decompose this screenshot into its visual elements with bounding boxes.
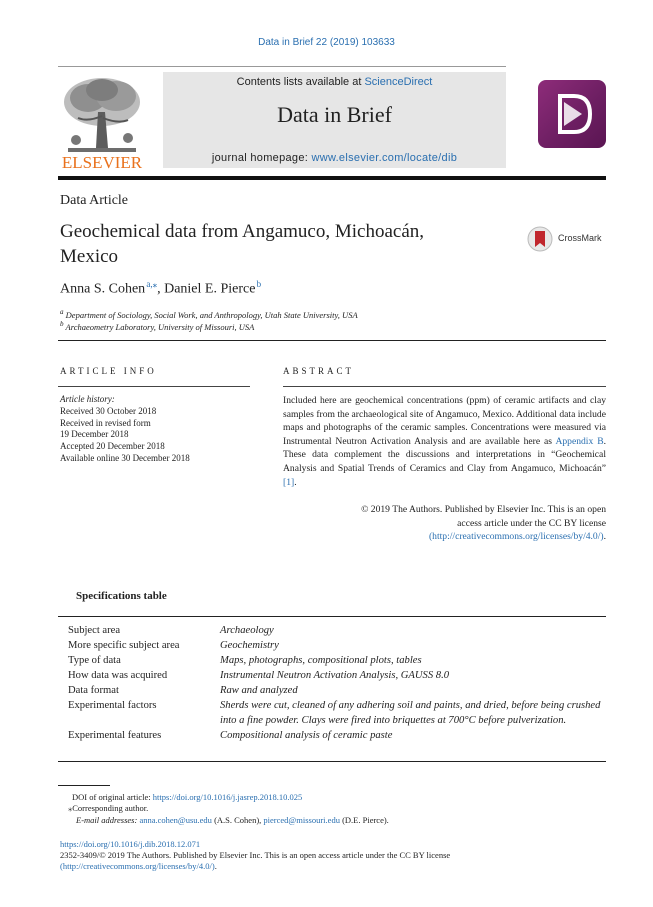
appendix-link[interactable]: Appendix B — [555, 435, 604, 447]
table-row — [68, 698, 608, 728]
abstract-rule — [283, 386, 606, 387]
history-line: Available online 30 December 2018 — [60, 452, 190, 463]
article-info-heading: ARTICLE INFO — [60, 366, 157, 376]
history-line: Accepted 20 December 2018 — [60, 441, 165, 452]
author-affiliation-marker[interactable]: a,⁎ — [146, 279, 158, 289]
author-list — [60, 279, 261, 298]
issn-line: 2352-3409/© 2019 The Authors. Published by Elsevier Inc. This is an open access article under the CC BY license — [60, 850, 451, 860]
specifications-heading: Specifications table — [76, 590, 167, 602]
table-row — [68, 683, 608, 698]
affiliation-marker: b — [60, 320, 64, 328]
spec-value: Archaeology — [220, 625, 274, 636]
header-top-rule — [58, 66, 506, 67]
contents-line — [163, 76, 506, 88]
homepage-link[interactable]: www.elsevier.com/locate/dib — [311, 152, 458, 164]
elsevier-logo — [58, 72, 146, 172]
spec-value: Geochemistry — [220, 640, 279, 651]
spec-value: Compositional analysis of ceramic paste — [220, 730, 393, 741]
elsevier-tree-icon — [58, 72, 146, 172]
publisher-wordmark: ELSEVIER — [61, 153, 143, 172]
table-row — [68, 668, 608, 683]
abstract-part: Included here are geochemical concentrations (ppm) of ceramic artifacts and clay samples from the archaeological site of Angamuco, Mexico. Additional data include maps and photographs of the ceramic samples. Concentrations were measured via Instrumental Neutron Activation Analysis and are available here as — [283, 395, 606, 447]
reference-link[interactable]: [1] — [283, 476, 295, 488]
license-link[interactable]: (http://creativecommons.org/licenses/by/4.0/) — [428, 531, 604, 543]
affiliation-b — [60, 320, 254, 332]
contents-prefix: Contents lists available at — [236, 76, 365, 88]
header-thick-rule — [58, 176, 606, 180]
affiliation-text: Department of Sociology, Social Work, and Anthropology, Utah State University, USA — [65, 309, 358, 320]
author-name: Anna S. Cohen — [60, 281, 146, 297]
spec-value: Instrumental Neutron Activation Analysis, GAUSS 8.0 — [220, 670, 450, 681]
journal-title: Data in Brief — [277, 102, 392, 127]
article-title: Geochemical data from Angamuco, Michoacán, Mexico — [60, 221, 425, 267]
history-label: Article history: — [60, 394, 115, 404]
journal-reference[interactable]: Data in Brief 22 (2019) 103633 — [258, 37, 395, 48]
author-separator: , — [157, 281, 165, 297]
table-top-rule — [58, 616, 606, 617]
spec-label: Experimental factors — [68, 700, 157, 711]
copyright-notice — [283, 503, 606, 544]
spec-label: Subject area — [68, 625, 121, 636]
article-doi-link[interactable]: https://doi.org/10.1016/j.dib.2018.12.071 — [60, 839, 201, 849]
spec-label: Type of data — [68, 655, 121, 666]
homepage-line — [163, 152, 506, 164]
author-affiliation-marker[interactable]: b — [256, 279, 262, 289]
license-line — [60, 861, 217, 871]
spec-value: Raw and analyzed — [220, 685, 298, 696]
homepage-prefix: journal homepage: — [211, 152, 312, 164]
author-name: Daniel E. Pierce — [164, 281, 256, 297]
data-in-brief-logo-icon — [538, 80, 606, 148]
abstract-part: . — [294, 476, 297, 488]
doi-prefix: DOI of original article: — [72, 792, 153, 802]
bottom-license-link[interactable]: (http://creativecommons.org/licenses/by/4.0/) — [60, 861, 215, 871]
article-info-rule — [58, 386, 250, 387]
table-row — [68, 653, 608, 668]
spec-label: Experimental features — [68, 730, 162, 741]
affiliation-text: Archaeometry Laboratory, University of Missouri, USA — [65, 321, 255, 332]
email-label: E-mail addresses: — [76, 815, 140, 825]
email-owner: (D.E. Pierce). — [339, 815, 389, 825]
table-row — [68, 728, 608, 743]
article-type: Data Article — [60, 193, 129, 208]
spec-value: Sherds were cut, cleaned of any adhering soil and paints, and dried, before being crushed into a fine powder. Clays were fired into briquettes at 700°C before pulverization. — [220, 700, 601, 726]
copyright-end: . — [603, 531, 606, 543]
journal-cover-icon — [538, 80, 606, 148]
spec-label: More specific subject area — [68, 640, 180, 651]
abstract-part: . These data complement the discussions and interpretations in “Geochemical Analysis and Spatial Trends of Ceramics and Clay from Angamuco, Michoacán” — [283, 435, 607, 474]
article-history — [60, 394, 190, 465]
email-owner: (A.S. Cohen), — [211, 815, 264, 825]
history-line: 19 December 2018 — [60, 429, 129, 440]
original-article-doi — [72, 792, 302, 802]
footnote-rule — [58, 785, 110, 786]
license-end: . — [214, 861, 217, 871]
copyright-line: access article under the CC BY license — [457, 517, 606, 529]
crossmark-label[interactable]: CrossMark — [558, 233, 602, 243]
history-line: Received in revised form — [60, 417, 151, 428]
original-doi-link[interactable]: https://doi.org/10.1016/j.jasrep.2018.10.025 — [152, 792, 303, 802]
affiliation-a — [60, 308, 358, 320]
crossmark-icon — [527, 226, 555, 252]
table-row — [68, 623, 608, 638]
corresponding-author-note: ⁎Corresponding author. — [68, 803, 149, 813]
email-link-cohen[interactable]: anna.cohen@usu.edu — [139, 815, 212, 825]
abstract-heading: ABSTRACT — [283, 366, 355, 376]
abstract-text — [283, 394, 606, 489]
email-link-pierce[interactable]: pierced@missouri.edu — [263, 815, 340, 825]
table-bottom-rule — [58, 761, 606, 762]
spec-value: Maps, photographs, compositional plots, tables — [220, 655, 422, 666]
sciencedirect-link[interactable]: ScienceDirect — [364, 76, 433, 88]
section-rule — [58, 340, 606, 341]
specifications-table — [68, 623, 608, 743]
affiliation-marker: a — [60, 308, 64, 316]
copyright-line: © 2019 The Authors. Published by Elsevier Inc. This is an open — [361, 504, 606, 515]
spec-label: How data was acquired — [68, 670, 168, 681]
table-row — [68, 638, 608, 653]
email-addresses — [76, 815, 389, 825]
spec-label: Data format — [68, 685, 119, 696]
history-line: Received 30 October 2018 — [60, 405, 157, 416]
